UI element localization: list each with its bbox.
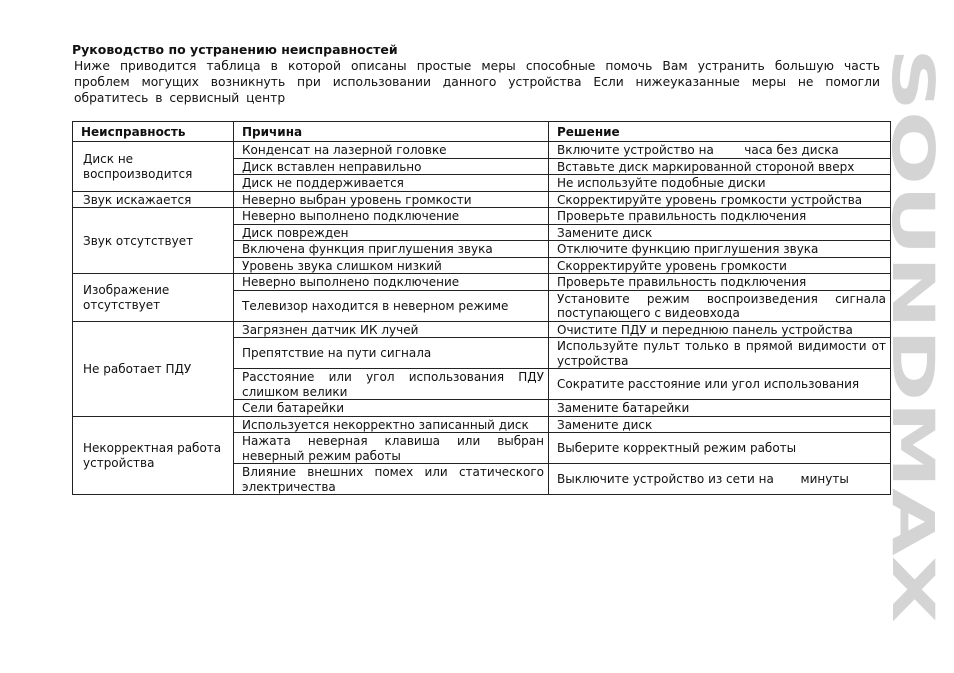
solution-cell: Очистите ПДУ и переднюю панель устройства [549, 321, 891, 338]
solution-cell: Отключите функцию приглушения звука [549, 241, 891, 258]
svg-text:SOUNDMAX: SOUNDMAX [879, 48, 947, 431]
problem-cell: Не работает ПДУ [73, 321, 234, 416]
table-row [73, 321, 891, 338]
cause-cell: Используется некорректно записанный диск [234, 416, 549, 433]
problem-cell: Некорректная работа устройства [73, 416, 234, 495]
solution-cell: Проверьте правильность подключения [549, 274, 891, 291]
problem-cell: Диск не воспроизводится [73, 142, 234, 192]
cause-cell: Диск поврежден [234, 224, 549, 241]
brand-logo [879, 48, 947, 623]
problem-cell: Изображение отсутствует [73, 274, 234, 322]
table-row [73, 191, 891, 208]
table-row [73, 208, 891, 225]
header-cause: Причина [234, 122, 549, 142]
problem-cell: Звук искажается [73, 191, 234, 208]
solution-cell: Проверьте правильность подключения [549, 208, 891, 225]
problem-cell: Звук отсутствует [73, 208, 234, 274]
troubleshooting-table [72, 121, 891, 495]
cause-cell: Диск вставлен неправильно [234, 158, 549, 175]
cause-cell: Конденсат на лазерной головке [234, 142, 549, 159]
cause-cell: Загрязнен датчик ИК лучей [234, 321, 549, 338]
cause-cell: Диск не поддерживается [234, 175, 549, 192]
solution-cell: Скорректируйте уровень громкости устройства [549, 191, 891, 208]
cause-cell: Влияние внешних помех или статического электричества [234, 464, 549, 495]
solution-cell: Вставьте диск маркированной стороной вверх [549, 158, 891, 175]
solution-cell: Не используйте подобные диски [549, 175, 891, 192]
cause-cell: Неверно выполнено подключение [234, 208, 549, 225]
page-title: Руководство по устранению неисправностей [72, 42, 398, 57]
solution-cell: Установите режим воспроизведения сигнала поступающего с видеовхода [549, 290, 891, 321]
table-row [73, 142, 891, 159]
solution-cell: Используйте пульт только в прямой видимости от устройства [549, 338, 891, 369]
intro-paragraph: Ниже приводится таблица в которой описаны простые меры способные помочь Вам устранить большую часть проблем могущих возникнуть при использовании данного устройства Если нижеуказанные меры не помогли обратитесь в сервисный центр [74, 59, 880, 105]
cause-cell: Телевизор находится в неверном режиме [234, 290, 549, 321]
solution-cell: Замените батарейки [549, 400, 891, 417]
solution-cell: Замените диск [549, 416, 891, 433]
cause-cell: Нажата неверная клавиша или выбран неверный режим работы [234, 433, 549, 464]
solution-cell: Скорректируйте уровень громкости [549, 257, 891, 274]
table-header-row [73, 122, 891, 142]
cause-cell: Включена функция приглушения звука [234, 241, 549, 258]
cause-cell: Неверно выбран уровень громкости [234, 191, 549, 208]
table-row [73, 416, 891, 433]
table-row [73, 274, 891, 291]
cause-cell: Расстояние или угол использования ПДУ слишком велики [234, 369, 549, 400]
solution-cell: Включите устройство на часа без диска [549, 142, 891, 159]
solution-cell: Выберите корректный режим работы [549, 433, 891, 464]
solution-cell: Замените диск [549, 224, 891, 241]
solution-cell: Выключите устройство из сети на минуты [549, 464, 891, 495]
cause-cell: Неверно выполнено подключение [234, 274, 549, 291]
cause-cell: Препятствие на пути сигнала [234, 338, 549, 369]
header-problem: Неисправность [73, 122, 234, 142]
cause-cell: Сели батарейки [234, 400, 549, 417]
header-solution: Решение [549, 122, 891, 142]
solution-cell: Сократите расстояние или угол использования [549, 369, 891, 400]
cause-cell: Уровень звука слишком низкий [234, 257, 549, 274]
